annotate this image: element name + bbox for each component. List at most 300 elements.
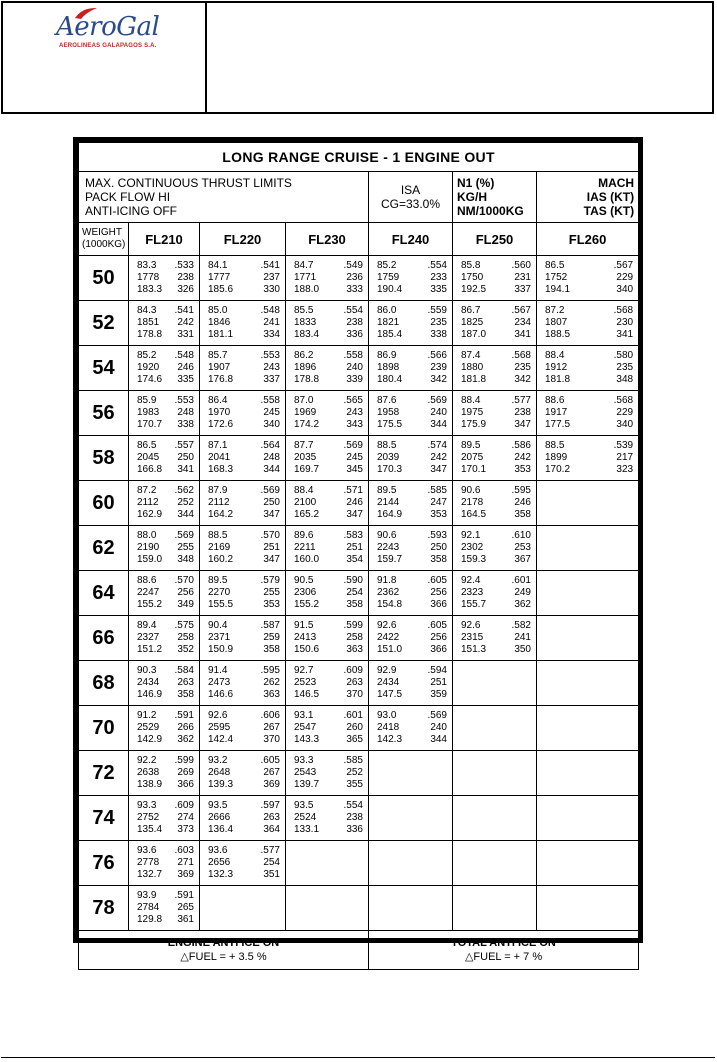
n1-value: 88.6 <box>137 575 157 586</box>
cell-line <box>286 824 368 836</box>
specific-range-value: 143.3 <box>294 734 320 745</box>
cell-line <box>129 440 199 452</box>
tas-value: 342 <box>430 374 447 385</box>
ias-value: 271 <box>177 857 194 868</box>
mach-value: .562 <box>174 485 194 496</box>
cell-line <box>453 350 536 362</box>
ias-value: 259 <box>263 632 280 643</box>
tas-value: 347 <box>430 464 447 475</box>
mach-value: .553 <box>260 350 280 361</box>
ias-value: 240 <box>430 722 447 733</box>
tas-value: 333 <box>346 284 363 295</box>
cell-line <box>200 575 285 587</box>
cell-line <box>537 395 638 407</box>
cell-line <box>129 305 199 317</box>
weight-value: 74 <box>79 796 129 841</box>
tas-value: 358 <box>177 689 194 700</box>
n1-value: 86.5 <box>545 260 565 271</box>
mach-value: .587 <box>260 620 280 631</box>
table-row <box>79 886 639 931</box>
flight-level-header: FL210 <box>129 223 200 256</box>
cell-line <box>200 485 285 497</box>
cell-line <box>369 530 452 542</box>
legend-mach: MACH <box>598 176 635 190</box>
n1-value: 88.6 <box>545 395 565 406</box>
cell-line <box>286 530 368 542</box>
ias-value: 274 <box>177 812 194 823</box>
performance-cell <box>537 346 639 391</box>
n1-value: 90.6 <box>377 530 397 541</box>
cell-line <box>453 464 536 476</box>
ias-value: 253 <box>514 542 531 553</box>
weight-header-unit: (1000KG) <box>82 239 126 250</box>
n1-value: 90.3 <box>137 665 157 676</box>
performance-cell <box>286 751 369 796</box>
performance-cell <box>537 301 639 346</box>
performance-cell <box>129 526 200 571</box>
tas-value: 330 <box>263 284 280 295</box>
performance-cell <box>286 796 369 841</box>
fuel-flow-value: 1907 <box>208 362 231 373</box>
cell-line <box>369 452 452 464</box>
cell-line <box>537 419 638 431</box>
tas-value: 353 <box>430 509 447 520</box>
ias-value: 254 <box>346 587 363 598</box>
specific-range-value: 164.2 <box>208 509 234 520</box>
n1-value: 85.8 <box>461 260 481 271</box>
mach-value: .548 <box>260 305 280 316</box>
n1-value: 86.7 <box>461 305 481 316</box>
performance-cell <box>369 706 453 751</box>
cell-line <box>286 722 368 734</box>
cell-line <box>129 509 199 521</box>
n1-value: 92.4 <box>461 575 481 586</box>
cell-line <box>453 632 536 644</box>
fuel-flow-value: 2529 <box>137 722 160 733</box>
mach-value: .570 <box>174 575 194 586</box>
n1-value: 88.5 <box>208 530 228 541</box>
cell-line <box>129 272 199 284</box>
empty-cell <box>537 616 639 661</box>
specific-range-value: 190.4 <box>377 284 403 295</box>
n1-value: 87.0 <box>294 395 314 406</box>
cell-line <box>129 317 199 329</box>
performance-cell <box>369 481 453 526</box>
n1-value: 87.7 <box>294 440 314 451</box>
cell-line <box>200 509 285 521</box>
mach-value: .597 <box>260 800 280 811</box>
cell-line <box>369 734 452 746</box>
cell-line <box>200 767 285 779</box>
cell-line <box>286 644 368 656</box>
specific-range-value: 146.6 <box>208 689 234 700</box>
cell-line <box>537 284 638 296</box>
ias-value: 233 <box>430 272 447 283</box>
mach-value: .593 <box>427 530 447 541</box>
tas-value: 338 <box>177 419 194 430</box>
n1-value: 87.6 <box>377 395 397 406</box>
table-title: LONG RANGE CRUISE - 1 ENGINE OUT <box>79 143 639 172</box>
ias-value: 229 <box>616 407 634 418</box>
ias-value: 263 <box>263 812 280 823</box>
cell-line <box>200 440 285 452</box>
tas-value: 338 <box>430 329 447 340</box>
mach-value: .605 <box>427 575 447 586</box>
legend-n1: N1 (%) <box>457 176 495 190</box>
ias-value: 229 <box>616 272 634 283</box>
fuel-flow-value: 1771 <box>294 272 317 283</box>
performance-cell <box>453 481 537 526</box>
tas-value: 366 <box>430 599 447 610</box>
cell-line <box>369 542 452 554</box>
legend-ias: IAS (KT) <box>586 190 635 204</box>
fuel-flow-value: 2270 <box>208 587 231 598</box>
mach-value: .577 <box>511 395 531 406</box>
ias-value: 248 <box>263 452 280 463</box>
empty-cell <box>537 481 639 526</box>
cell-line <box>453 440 536 452</box>
specific-range-value: 170.1 <box>461 464 487 475</box>
mach-value: .586 <box>511 440 531 451</box>
performance-cell <box>286 661 369 706</box>
mach-value: .539 <box>613 440 634 451</box>
cell-line <box>129 914 199 926</box>
performance-cell <box>200 706 286 751</box>
mach-value: .591 <box>174 710 194 721</box>
cell-line <box>200 260 285 272</box>
specific-range-value: 169.7 <box>294 464 320 475</box>
cell-line <box>286 710 368 722</box>
n1-value: 87.1 <box>208 440 228 451</box>
performance-cell <box>200 436 286 481</box>
tas-value: 353 <box>514 464 531 475</box>
mach-value: .569 <box>260 485 280 496</box>
cell-line <box>453 452 536 464</box>
performance-cell <box>129 436 200 481</box>
ias-value: 258 <box>346 632 363 643</box>
fuel-flow-value: 2041 <box>208 452 231 463</box>
cell-line <box>369 440 452 452</box>
fuel-flow-value: 2784 <box>137 902 160 913</box>
performance-cell <box>369 616 453 661</box>
tas-value: 331 <box>177 329 194 340</box>
tas-value: 350 <box>514 644 531 655</box>
fuel-flow-value: 2648 <box>208 767 231 778</box>
cell-line <box>129 734 199 746</box>
fuel-flow-value: 2638 <box>137 767 160 778</box>
fuel-flow-value: 2306 <box>294 587 317 598</box>
table-row <box>79 706 639 751</box>
fuel-flow-value: 2371 <box>208 632 231 643</box>
cell-line <box>286 272 368 284</box>
ias-value: 235 <box>514 362 531 373</box>
mach-value: .568 <box>613 305 634 316</box>
cell-line <box>200 530 285 542</box>
table-row <box>79 436 639 481</box>
cell-line <box>453 260 536 272</box>
fuel-flow-value: 2169 <box>208 542 231 553</box>
engine-anti-ice-fuel: △FUEL = + 3.5 % <box>180 951 267 963</box>
cell-line <box>200 497 285 509</box>
mach-value: .569 <box>427 395 447 406</box>
fuel-flow-value: 2434 <box>377 677 400 688</box>
cell-line <box>453 497 536 509</box>
cell-line <box>286 620 368 632</box>
fuel-flow-value: 2473 <box>208 677 231 688</box>
n1-value: 83.3 <box>137 260 157 271</box>
weight-value: 66 <box>79 616 129 661</box>
ias-value: 254 <box>263 857 280 868</box>
cell-line <box>129 374 199 386</box>
cell-line <box>369 632 452 644</box>
cell-line <box>200 824 285 836</box>
fuel-flow-value: 1958 <box>377 407 400 418</box>
fuel-flow-value: 2752 <box>137 812 160 823</box>
performance-cell <box>537 391 639 436</box>
ias-value: 250 <box>177 452 194 463</box>
cell-line <box>129 452 199 464</box>
specific-range-value: 181.1 <box>208 329 234 340</box>
cell-line <box>286 305 368 317</box>
empty-cell <box>537 571 639 616</box>
cell-line <box>286 767 368 779</box>
n1-value: 88.5 <box>545 440 565 451</box>
cell-line <box>129 260 199 272</box>
fuel-flow-value: 2422 <box>377 632 400 643</box>
ias-value: 266 <box>177 722 194 733</box>
ias-value: 238 <box>177 272 194 283</box>
table-row <box>79 796 639 841</box>
specific-range-value: 129.8 <box>137 914 163 925</box>
mach-value: .569 <box>174 530 194 541</box>
specific-range-value: 139.7 <box>294 779 320 790</box>
mach-value: .582 <box>511 620 531 631</box>
specific-range-value: 164.5 <box>461 509 487 520</box>
n1-value: 85.5 <box>294 305 314 316</box>
cell-line <box>453 587 536 599</box>
n1-value: 92.7 <box>294 665 314 676</box>
fuel-flow-value: 1917 <box>545 407 568 418</box>
ias-value: 251 <box>346 542 363 553</box>
specific-range-value: 160.2 <box>208 554 234 565</box>
tas-value: 351 <box>263 869 280 880</box>
ias-value: 238 <box>346 317 363 328</box>
tas-value: 369 <box>177 869 194 880</box>
n1-value: 92.2 <box>137 755 157 766</box>
weight-value: 76 <box>79 841 129 886</box>
fuel-flow-value: 1777 <box>208 272 231 283</box>
specific-range-value: 174.2 <box>294 419 320 430</box>
specific-range-value: 175.9 <box>461 419 487 430</box>
mach-value: .554 <box>343 305 363 316</box>
specific-range-value: 188.0 <box>294 284 320 295</box>
n1-value: 93.3 <box>137 800 157 811</box>
cell-line <box>286 677 368 689</box>
n1-value: 93.2 <box>208 755 228 766</box>
mach-value: .541 <box>260 260 280 271</box>
tas-value: 348 <box>616 374 634 385</box>
cell-line <box>537 260 638 272</box>
n1-value: 93.6 <box>137 845 157 856</box>
fuel-flow-value: 1750 <box>461 272 484 283</box>
fuel-flow-value: 1851 <box>137 317 160 328</box>
tas-value: 363 <box>263 689 280 700</box>
ias-value: 236 <box>346 272 363 283</box>
performance-cell <box>129 796 200 841</box>
ias-value: 252 <box>177 497 194 508</box>
performance-cell <box>286 436 369 481</box>
cell-line <box>200 317 285 329</box>
empty-cell <box>453 796 537 841</box>
weight-value: 78 <box>79 886 129 931</box>
specific-range-value: 159.0 <box>137 554 163 565</box>
flight-level-header: FL220 <box>200 223 286 256</box>
cell-line <box>129 824 199 836</box>
cell-line <box>369 419 452 431</box>
table-row <box>79 571 639 616</box>
performance-cell <box>453 391 537 436</box>
mach-value: .557 <box>174 440 194 451</box>
cell-line <box>453 329 536 341</box>
performance-cell <box>286 526 369 571</box>
conditions-cell <box>79 172 369 223</box>
n1-value: 86.5 <box>137 440 157 451</box>
performance-cell <box>200 481 286 526</box>
fuel-flow-value: 1899 <box>545 452 568 463</box>
tas-value: 361 <box>177 914 194 925</box>
n1-value: 86.2 <box>294 350 314 361</box>
cell-line <box>129 350 199 362</box>
n1-value: 93.5 <box>208 800 228 811</box>
mach-value: .577 <box>260 845 280 856</box>
ias-value: 246 <box>346 497 363 508</box>
tas-value: 358 <box>346 599 363 610</box>
cell-line <box>129 542 199 554</box>
cell-line <box>369 599 452 611</box>
tas-value: 334 <box>263 329 280 340</box>
cell-line <box>200 272 285 284</box>
cell-line <box>286 554 368 566</box>
cell-line <box>129 407 199 419</box>
ias-value: 242 <box>430 452 447 463</box>
tas-value: 349 <box>177 599 194 610</box>
cell-line <box>369 665 452 677</box>
performance-cell <box>453 436 537 481</box>
cell-line <box>129 395 199 407</box>
fuel-flow-value: 1821 <box>377 317 400 328</box>
tas-value: 366 <box>430 644 447 655</box>
cell-line <box>200 374 285 386</box>
cell-line <box>129 644 199 656</box>
specific-range-value: 151.2 <box>137 644 163 655</box>
fuel-flow-value: 1825 <box>461 317 484 328</box>
cell-line <box>369 485 452 497</box>
cell-line <box>369 395 452 407</box>
performance-cell <box>200 256 286 301</box>
weight-value: 56 <box>79 391 129 436</box>
fuel-flow-value: 1778 <box>137 272 160 283</box>
specific-range-value: 150.9 <box>208 644 234 655</box>
cell-line <box>129 890 199 902</box>
cell-line <box>286 440 368 452</box>
ias-value: 265 <box>177 902 194 913</box>
specific-range-value: 154.8 <box>377 599 403 610</box>
cell-line <box>369 374 452 386</box>
weight-header-label: WEIGHT <box>82 227 122 238</box>
cell-line <box>286 542 368 554</box>
legend-left-cell <box>453 172 537 223</box>
specific-range-value: 151.3 <box>461 644 487 655</box>
cell-line <box>286 260 368 272</box>
ias-value: 258 <box>177 632 194 643</box>
mach-value: .584 <box>174 665 194 676</box>
fuel-flow-value: 2315 <box>461 632 484 643</box>
tas-value: 367 <box>514 554 531 565</box>
mach-value: .564 <box>260 440 280 451</box>
fuel-flow-value: 2778 <box>137 857 160 868</box>
mach-value: .610 <box>511 530 531 541</box>
performance-cell <box>369 391 453 436</box>
fuel-flow-value: 2045 <box>137 452 160 463</box>
mach-value: .585 <box>427 485 447 496</box>
table-row <box>79 661 639 706</box>
ias-value: 248 <box>177 407 194 418</box>
weight-value: 70 <box>79 706 129 751</box>
fuel-flow-value: 1920 <box>137 362 160 373</box>
performance-cell <box>129 841 200 886</box>
table-row <box>79 301 639 346</box>
airline-logo-subtitle: AEROLINEAS GALAPAGOS S.A. <box>59 43 157 49</box>
performance-cell <box>369 301 453 346</box>
cell-line <box>453 620 536 632</box>
cell-line <box>453 644 536 656</box>
specific-range-value: 181.8 <box>461 374 487 385</box>
fuel-flow-value: 1752 <box>545 272 568 283</box>
tas-value: 344 <box>177 509 194 520</box>
mach-value: .571 <box>343 485 363 496</box>
ias-value: 250 <box>430 542 447 553</box>
cell-line <box>200 620 285 632</box>
ias-value: 249 <box>514 587 531 598</box>
tas-value: 342 <box>514 374 531 385</box>
fuel-flow-value: 1975 <box>461 407 484 418</box>
ias-value: 255 <box>263 587 280 598</box>
mach-value: .580 <box>613 350 634 361</box>
cell-line <box>129 677 199 689</box>
performance-cell <box>129 571 200 616</box>
fuel-flow-value: 2178 <box>461 497 484 508</box>
mach-value: .567 <box>511 305 531 316</box>
mach-value: .554 <box>343 800 363 811</box>
ias-value: 263 <box>177 677 194 688</box>
n1-value: 88.4 <box>461 395 481 406</box>
n1-value: 87.4 <box>461 350 481 361</box>
mach-value: .554 <box>427 260 447 271</box>
table-row <box>79 346 639 391</box>
mach-value: .568 <box>613 395 634 406</box>
cell-line <box>286 407 368 419</box>
cell-line <box>129 599 199 611</box>
empty-cell <box>369 841 453 886</box>
cell-line <box>200 284 285 296</box>
weight-value: 62 <box>79 526 129 571</box>
performance-cell <box>286 481 369 526</box>
cell-line <box>369 554 452 566</box>
performance-cell <box>453 571 537 616</box>
mach-value: .601 <box>511 575 531 586</box>
mach-value: .590 <box>343 575 363 586</box>
n1-value: 93.3 <box>294 755 314 766</box>
